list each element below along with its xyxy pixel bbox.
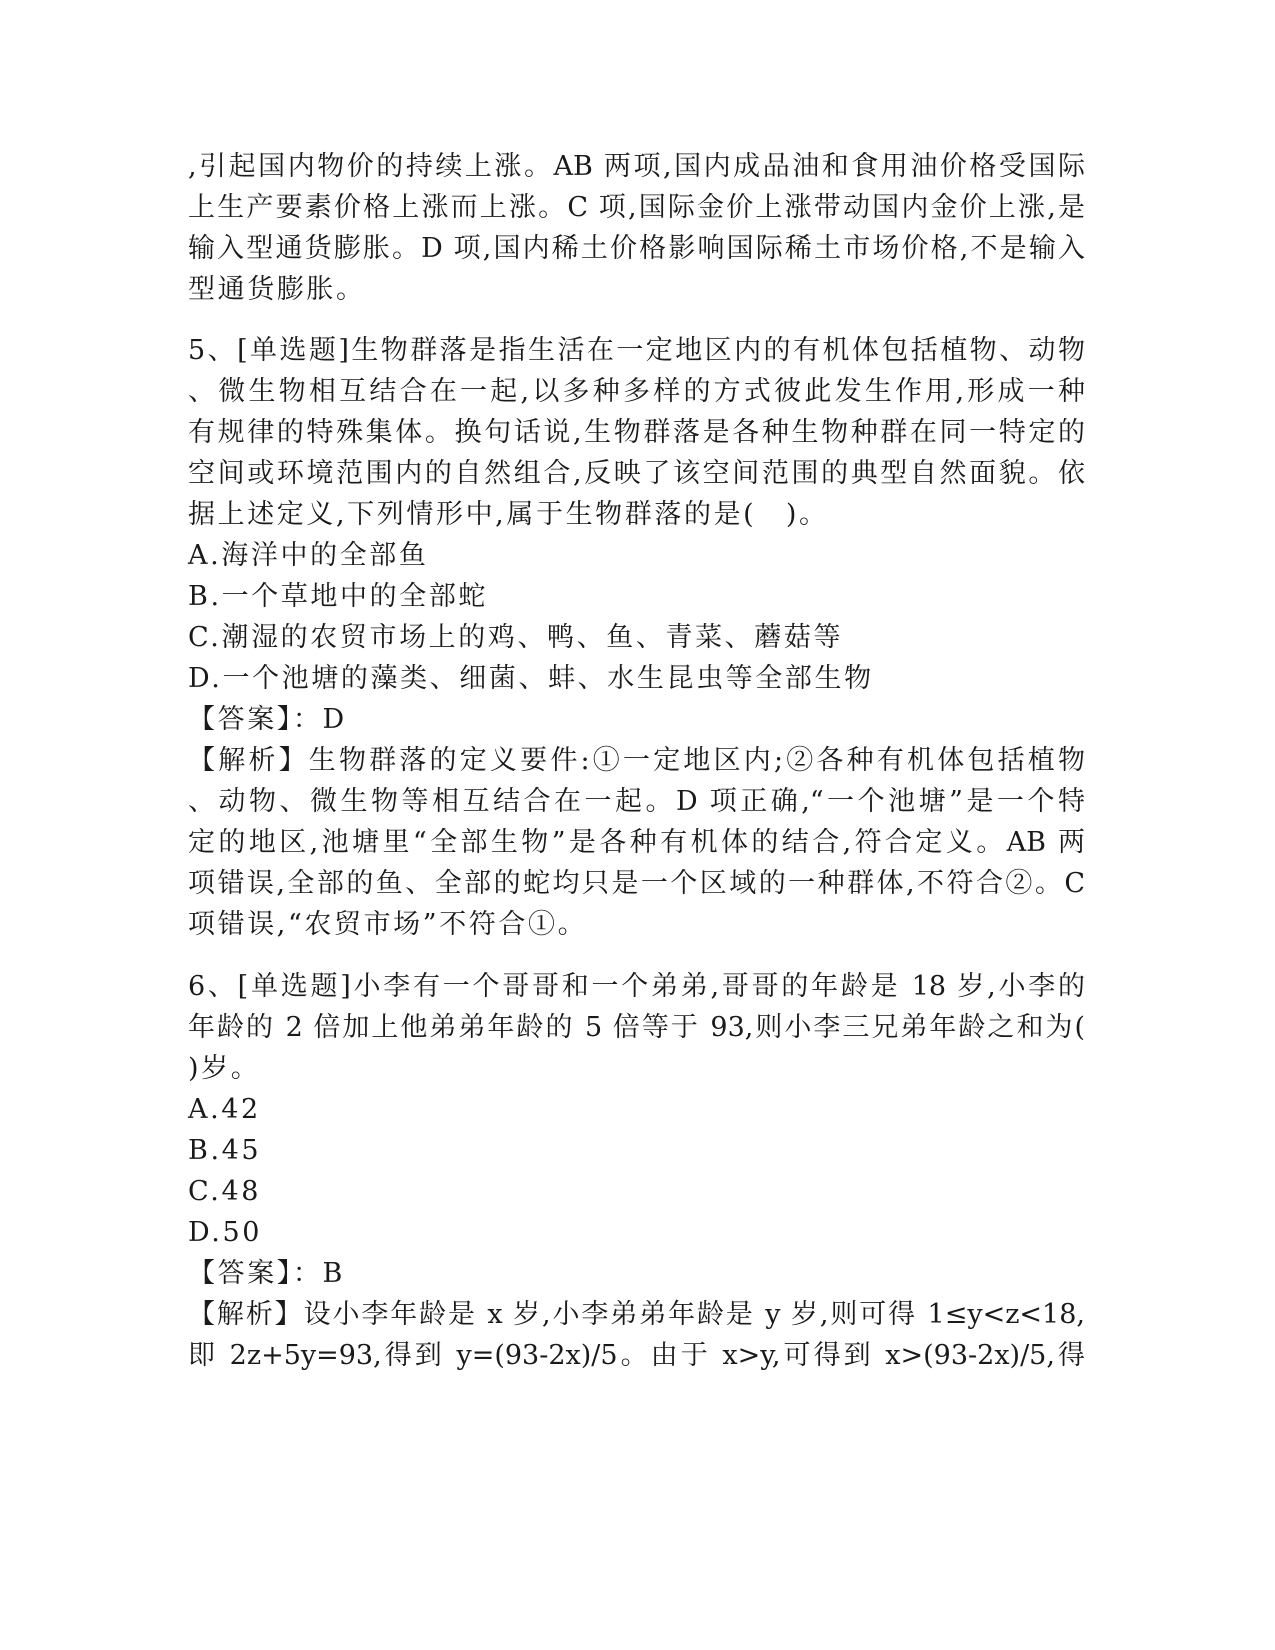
option-a: A.海洋中的全部鱼 — [188, 540, 429, 571]
option-c: C.48 — [188, 1176, 262, 1207]
text-line: 上生产要素价格上涨而上涨。C 项,国际金价上涨带动国内金价上涨,是 — [188, 192, 1085, 223]
option-c: C.潮湿的农贸市场上的鸡、鸭、鱼、青菜、蘑菇等 — [188, 622, 844, 653]
question-stem-line: 据上述定义,下列情形中,属于生物群落的是( )。 — [188, 499, 829, 530]
analysis-line: 【解析】设小李年龄是 x 岁,小李弟弟年龄是 y 岁,则可得 1≤y<z<18, — [188, 1299, 1085, 1330]
question-stem-line: 、微生物相互结合在一起,以多种多样的方式彼此发生作用,形成一种 — [188, 376, 1085, 407]
question-stem-line: 5、[单选题]生物群落是指生活在一定地区内的有机体包括植物、动物 — [188, 335, 1085, 366]
question-stem-line: 年龄的 2 倍加上他弟弟年龄的 5 倍等于 93,则小李三兄弟年龄之和为( — [188, 1012, 1085, 1043]
analysis-line: 、动物、微生物等相互结合在一起。D 项正确,“一个池塘”是一个特 — [188, 786, 1085, 817]
analysis-line: 即 2z+5y=93,得到 y=(93-2x)/5。由于 x>y,可得到 x>(93-2x)/5,得 — [188, 1340, 1085, 1371]
analysis-line: 定的地区,池塘里“全部生物”是各种有机体的结合,符合定义。AB 两 — [188, 827, 1085, 858]
question-stem-line: 6、[单选题]小李有一个哥哥和一个弟弟,哥哥的年龄是 18 岁,小李的 — [188, 971, 1085, 1002]
option-b: B.45 — [188, 1135, 262, 1166]
question-stem-line: 有规律的特殊集体。换句话说,生物群落是各种生物种群在同一特定的 — [188, 417, 1085, 448]
option-b: B.一个草地中的全部蛇 — [188, 581, 489, 612]
text-line: 输入型通货膨胀。D 项,国内稀土价格影响国际稀土市场价格,不是输入 — [188, 233, 1085, 264]
answer: 【答案】：B — [188, 1258, 345, 1289]
text-line: 型通货膨胀。 — [188, 274, 366, 305]
option-d: D.50 — [188, 1217, 263, 1248]
text-line: ,引起国内物价的持续上涨。AB 两项,国内成品油和食用油价格受国际 — [188, 151, 1085, 182]
analysis-line: 【解析】生物群落的定义要件:①一定地区内;②各种有机体包括植物 — [188, 745, 1085, 776]
analysis-line: 项错误,全部的鱼、全部的蛇均只是一个区域的一种群体,不符合②。C — [188, 868, 1085, 899]
option-d: D.一个池塘的藻类、细菌、蚌、水生昆虫等全部生物 — [188, 663, 874, 694]
question-stem-line: 空间或环境范围内的自然组合,反映了该空间范围的典型自然面貌。依 — [188, 458, 1085, 489]
answer: 【答案】：D — [188, 704, 347, 735]
question-stem-line: )岁。 — [188, 1053, 261, 1084]
option-a: A.42 — [188, 1094, 261, 1125]
analysis-line: 项错误,“农贸市场”不符合①。 — [188, 909, 588, 940]
